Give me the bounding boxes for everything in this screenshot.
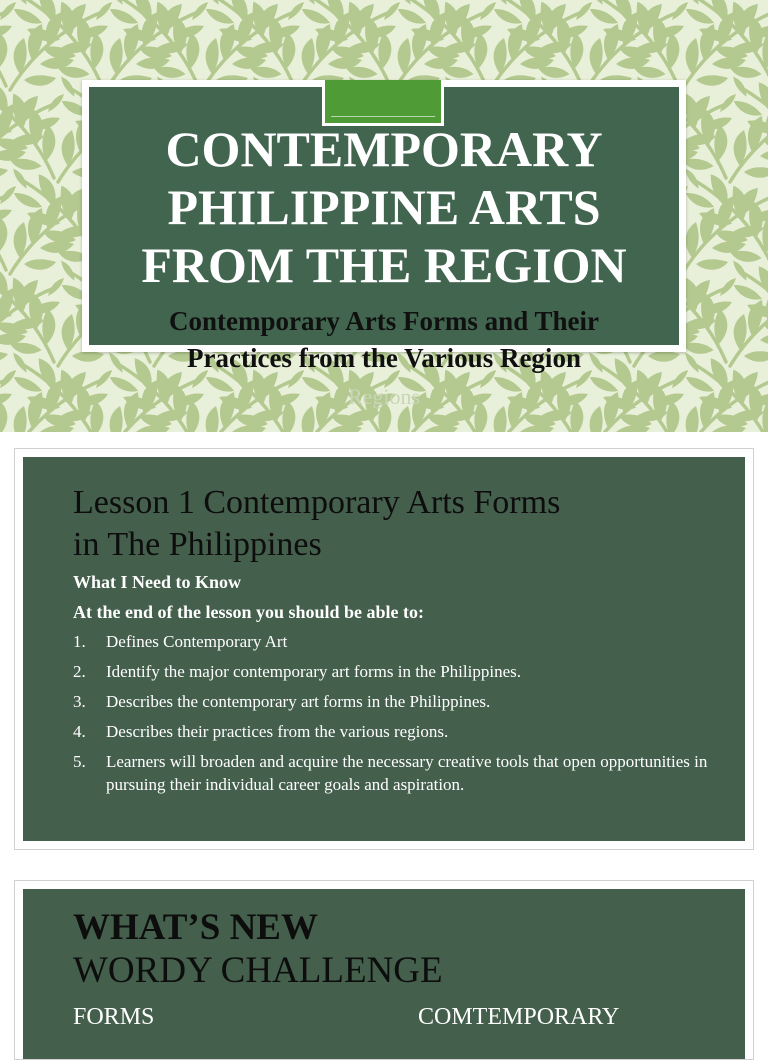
objective-text: Learners will broaden and acquire the necessary creative tools that open opportunities in pursuing their individual career goals and aspiration. xyxy=(106,752,708,794)
objective-text: Identify the major contemporary art forms in the Philippines. xyxy=(106,662,521,681)
subtitle-line: Practices from the Various Region xyxy=(187,343,581,373)
objective-text: Describes the contemporary art forms in the Philippines. xyxy=(106,692,491,711)
word-forms: FORMS xyxy=(73,1004,155,1030)
title-line: FROM THE REGION xyxy=(141,237,627,293)
lesson-title-line: Lesson 1 Contemporary Arts Forms xyxy=(73,484,561,521)
faded-subtitle-overflow: Regions xyxy=(347,384,421,409)
lesson-title xyxy=(73,482,713,566)
word-contemporary: COMTEMPORARY xyxy=(418,1004,620,1030)
objectives-intro: At the end of the lesson you should be able to: xyxy=(73,602,425,622)
subtitle-line: Contemporary Arts Forms and Their xyxy=(169,306,599,336)
objective-text: Defines Contemporary Art xyxy=(106,632,288,651)
objective-text: Describes their practices from the various regions. xyxy=(106,722,449,741)
objective-item xyxy=(73,690,713,713)
objective-number: 3. xyxy=(73,692,86,711)
title-line: CONTEMPORARY xyxy=(165,121,603,177)
title-slide xyxy=(0,0,768,432)
whats-new-heading: WHAT’S NEW xyxy=(73,907,318,948)
objective-item xyxy=(73,750,713,796)
title-line: PHILIPPINE ARTS xyxy=(167,179,601,235)
objective-item xyxy=(73,720,713,743)
lesson-title-line: in The Philippines xyxy=(73,526,322,563)
objective-item xyxy=(73,660,713,683)
objective-number: 2. xyxy=(73,662,86,681)
objective-item xyxy=(73,630,713,653)
objectives-list xyxy=(73,630,713,803)
objective-number: 5. xyxy=(73,752,86,771)
what-i-need-heading: What I Need to Know xyxy=(73,572,242,592)
objective-number: 1. xyxy=(73,632,86,651)
objective-number: 4. xyxy=(73,722,86,741)
wordy-challenge-heading: WORDY CHALLENGE xyxy=(73,950,443,991)
main-title xyxy=(82,120,686,294)
subtitle xyxy=(82,303,686,377)
